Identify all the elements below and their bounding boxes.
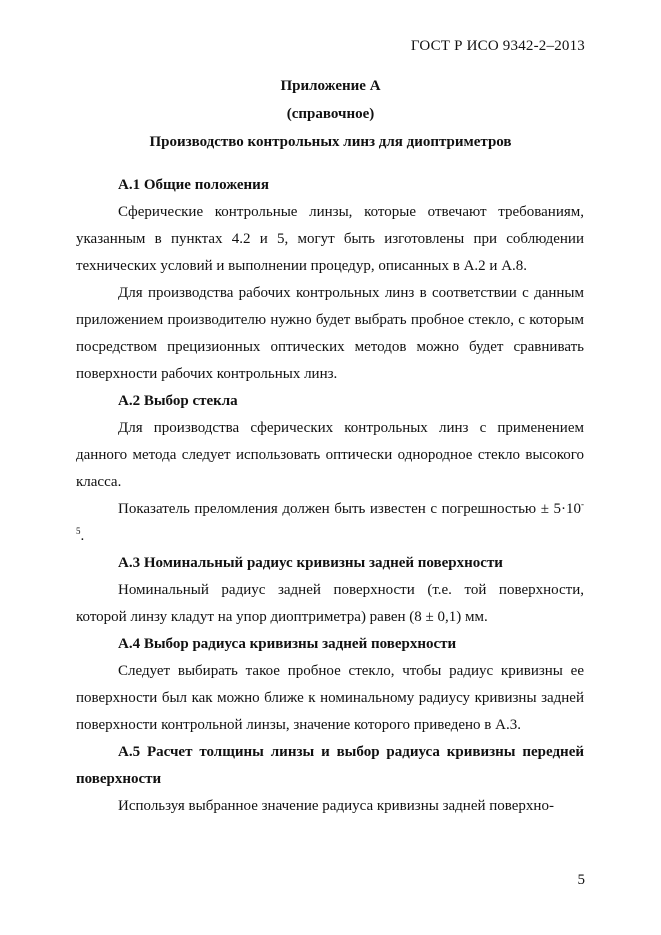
appendix-heading: Производство контрольных линз для диоптриметров	[149, 134, 512, 150]
document-body	[76, 172, 584, 820]
paragraph-a2-2	[76, 496, 584, 550]
section-heading-a4: А.4 Выбор радиуса кривизны задней поверхности	[118, 636, 457, 652]
paragraph-a1-2: Для производства рабочих контрольных линз в соответствии с данным приложением производителю нужно будет выбрать пробное стекло, с которым посредством прецизионных оптических методов можно будет сравнивать поверхности рабочих контрольных линз.	[76, 285, 584, 382]
appendix-subtitle: (справочное)	[286, 106, 375, 122]
section-heading-a3: А.3 Номинальный радиус кривизны задней поверхности	[118, 555, 503, 571]
paragraph-a1-1: Сферические контрольные линзы, которые отвечают требованиям, указанным в пунктах 4.2 и 5, могут быть изготовлены при соблюдении технических условий и выполнении процедур, описанных в А.2 и А.8.	[76, 204, 584, 274]
section-heading-a1: А.1 Общие положения	[118, 177, 269, 193]
paragraph-a5-1: Используя выбранное значение радиуса кривизны задней поверхно-	[118, 798, 554, 814]
section-heading-a2: А.2 Выбор стекла	[118, 393, 238, 409]
paragraph-a3-1: Номинальный радиус задней поверхности (т.е. той поверхности, которой линзу кладут на упор диоптриметра) равен (8 ± 0,1) мм.	[76, 582, 584, 625]
paragraph-a2-1: Для производства сферических контрольных линз с применением данного метода следует использовать оптически однородное стекло высокого класса.	[76, 420, 584, 490]
page-number: 5	[577, 872, 585, 888]
section-heading-a5: А.5 Расчет толщины линзы и выбор радиуса кривизны передней поверхности	[76, 744, 584, 787]
paragraph-end: .	[80, 528, 85, 544]
paragraph-a4-1: Следует выбирать такое пробное стекло, чтобы радиус кривизны ее поверхности был как можно ближе к номинальному радиусу кривизны задней поверхности контрольной линзы, значение которого приведено в А.3.	[76, 663, 584, 733]
exponent: - 5	[76, 499, 584, 536]
refractive-index-text: Показатель преломления должен быть известен с погрешностью ± 5·10	[118, 501, 581, 517]
standard-identifier: ГОСТ Р ИСО 9342-2–2013	[410, 38, 585, 54]
appendix-title: Приложение А	[280, 78, 381, 94]
